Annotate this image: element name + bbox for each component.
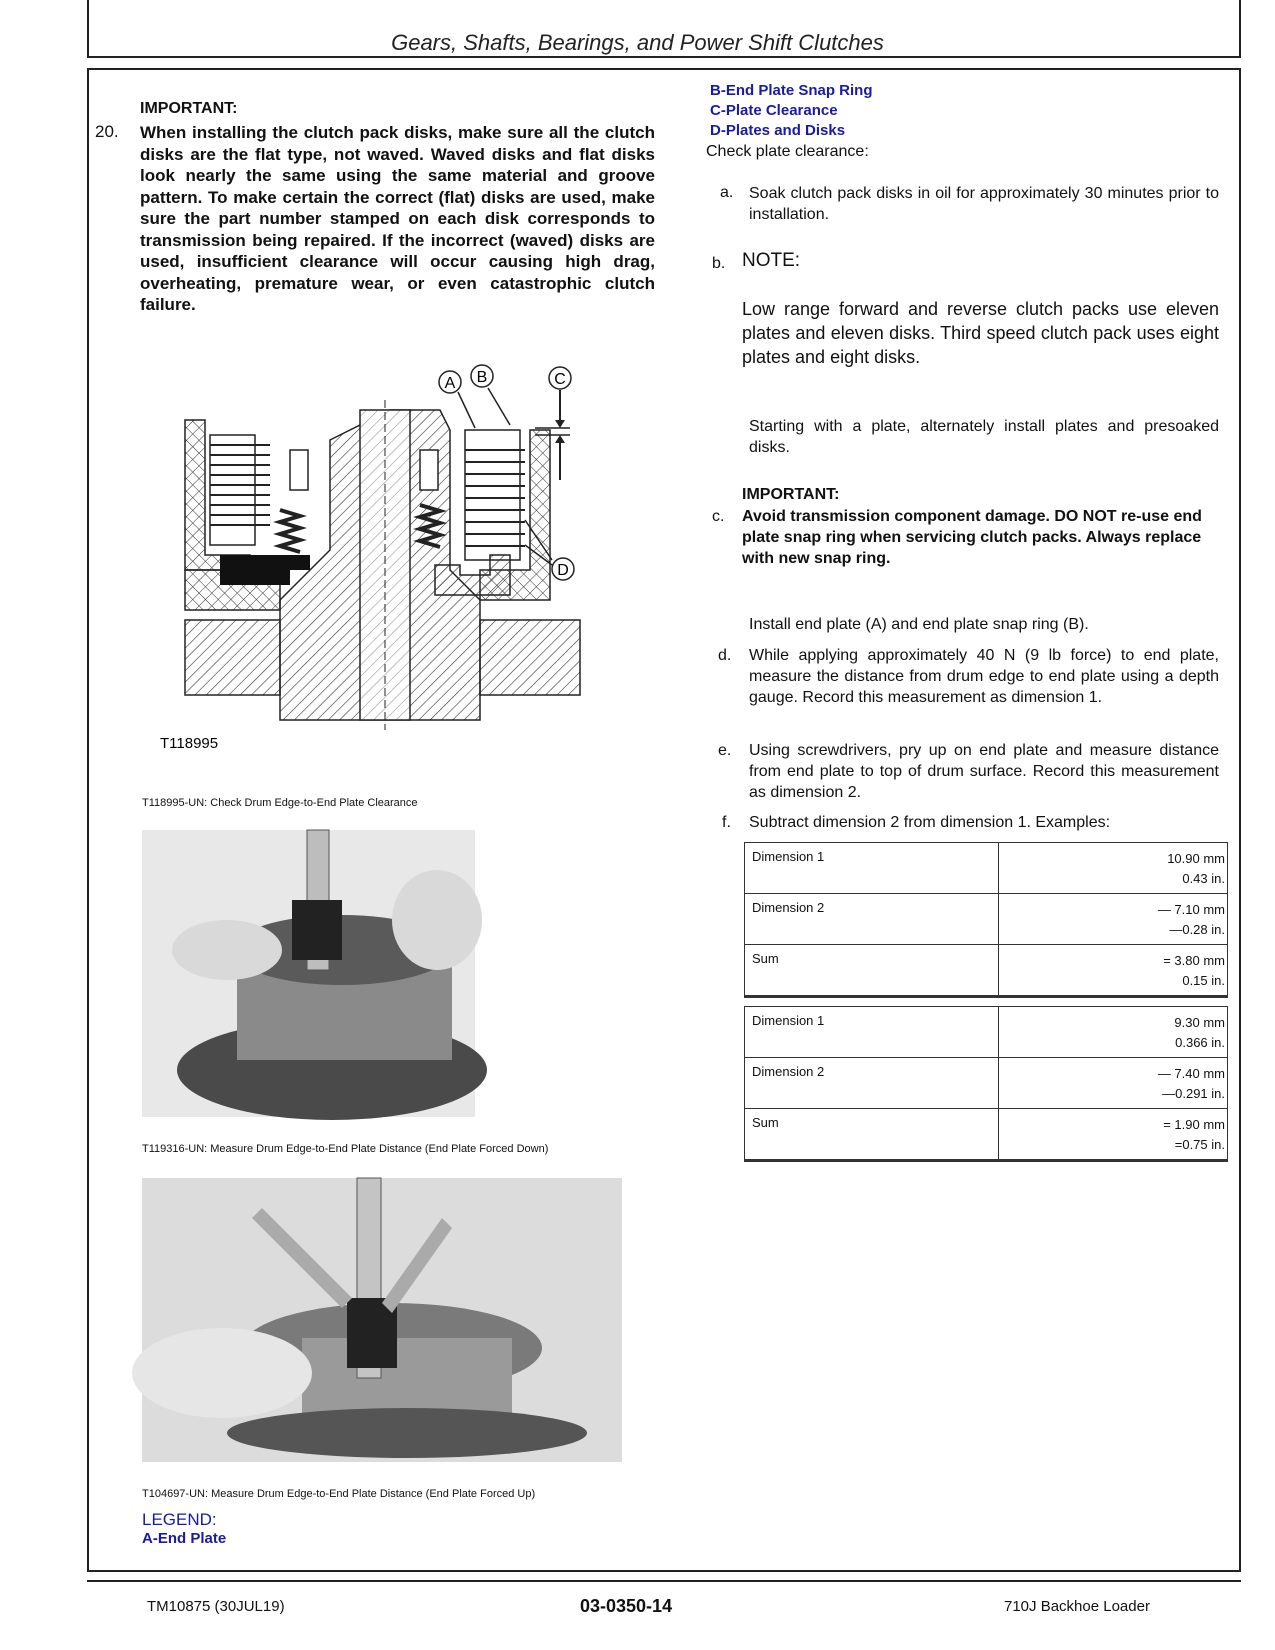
legend-item-b: B-End Plate Snap Ring — [710, 82, 873, 99]
step-b-label: b. — [712, 255, 726, 272]
table-row — [745, 1058, 1228, 1109]
table-cell-name: Sum — [745, 945, 999, 997]
step-e-text: Using screwdrivers, pry up on end plate and measure distance from end plate to top of drum surface. Record this measurement as dimension 2. — [749, 742, 1219, 801]
step-e-label: e. — [718, 742, 732, 759]
table-row — [745, 1109, 1228, 1161]
photo-end-plate-forced-down — [142, 830, 475, 1117]
table-row — [745, 894, 1228, 945]
step-f-label: f. — [722, 814, 731, 831]
step-a-text: Soak clutch pack disks in oil for approximately 30 minutes prior to installation. — [749, 185, 1219, 223]
callout-c: C — [554, 371, 566, 388]
legend-item-d: D-Plates and Disks — [710, 122, 846, 139]
photo-end-plate-forced-up — [142, 1178, 622, 1462]
footer-divider — [87, 1580, 1241, 1582]
legend-item-c: C-Plate Clearance — [710, 102, 838, 119]
table-cell-name: Dimension 1 — [745, 1007, 999, 1058]
table-row — [745, 843, 1228, 894]
note-label: NOTE: — [742, 250, 801, 271]
table-cell-name: Dimension 2 — [745, 1058, 999, 1109]
callout-b: B — [476, 369, 488, 386]
table-cell-value: = 1.90 mm =0.75 in. — [999, 1109, 1228, 1161]
table-cell-name: Sum — [745, 1109, 999, 1161]
figure1-caption: T118995-UN: Check Drum Edge-to-End Plate Clearance — [142, 797, 418, 809]
legend-item-a: A-End Plate — [142, 1530, 227, 1547]
step-f-text: Subtract dimension 2 from dimension 1. Examples: — [749, 814, 1111, 831]
figure3-caption: T104697-UN: Measure Drum Edge-to-End Plate Distance (End Plate Forced Up) — [142, 1488, 536, 1500]
figure2-caption: T119316-UN: Measure Drum Edge-to-End Plate Distance (End Plate Forced Down) — [142, 1143, 549, 1155]
step-number: 20. — [95, 122, 119, 141]
step-a-label: a. — [720, 184, 734, 201]
footer-page-number: 03-0350-14 — [580, 1596, 673, 1616]
step-b-text: Starting with a plate, alternately install plates and presoaked disks. — [749, 418, 1219, 456]
intro-text: Check plate clearance: — [706, 143, 869, 160]
figure-id-label: T118995 — [160, 735, 219, 752]
step-d-text: While applying approximately 40 N (9 lb force) to end plate, measure the distance from drum edge to end plate using a depth gauge. Record this measurement as dimension 1. — [749, 647, 1219, 706]
step-c-important-label: IMPORTANT: — [742, 486, 840, 503]
footer-model: 710J Backhoe Loader — [1004, 1598, 1150, 1615]
table-cell-value: 10.90 mm 0.43 in. — [999, 843, 1228, 894]
page-title: Gears, Shafts, Bearings, and Power Shift Clutches — [391, 30, 884, 55]
step-c-text: Avoid transmission component damage. DO NOT re-use end plate snap ring when servicing clutch packs. Always replace with new snap ring. — [742, 508, 1202, 567]
footer-manual-id: TM10875 (30JUL19) — [147, 1598, 285, 1615]
step-d-label: d. — [718, 647, 732, 664]
step-c-text2: Install end plate (A) and end plate snap ring (B). — [749, 616, 1089, 633]
legend-heading: LEGEND: — [142, 1510, 217, 1529]
table-cell-value: — 7.40 mm —0.291 in. — [999, 1058, 1228, 1109]
table-cell-value: — 7.10 mm —0.28 in. — [999, 894, 1228, 945]
table-cell-name: Dimension 2 — [745, 894, 999, 945]
note-text: Low range forward and reverse clutch packs use eleven plates and eleven disks. Third speed clutch pack uses eight plates and eight disks. — [742, 299, 1219, 367]
step-c-label: c. — [712, 508, 725, 525]
important-text: When installing the clutch pack disks, make sure all the clutch disks are the flat type, not waved. Waved disks and flat disks look nearly the same using the same material and groove pattern. To make certain the correct (flat) disks are used, make sure the part number stamped on each disk corresponds to transmission being repaired. If the incorrect (waved) disks are used, insufficient clearance will occur causing high drag, overheating, premature wear, or even catastrophic clutch failure. — [140, 123, 655, 314]
table-cell-name: Dimension 1 — [745, 843, 999, 894]
table-cell-value: 9.30 mm 0.366 in. — [999, 1007, 1228, 1058]
example-table-1 — [744, 842, 1228, 998]
callout-a: A — [444, 375, 456, 392]
table-cell-value: = 3.80 mm 0.15 in. — [999, 945, 1228, 997]
example-table-2 — [744, 1006, 1228, 1162]
table-row — [745, 1007, 1228, 1058]
table-row — [745, 945, 1228, 997]
clutch-cross-section-diagram — [160, 369, 620, 755]
callout-d: D — [557, 562, 569, 579]
important-label: IMPORTANT: — [140, 100, 238, 117]
